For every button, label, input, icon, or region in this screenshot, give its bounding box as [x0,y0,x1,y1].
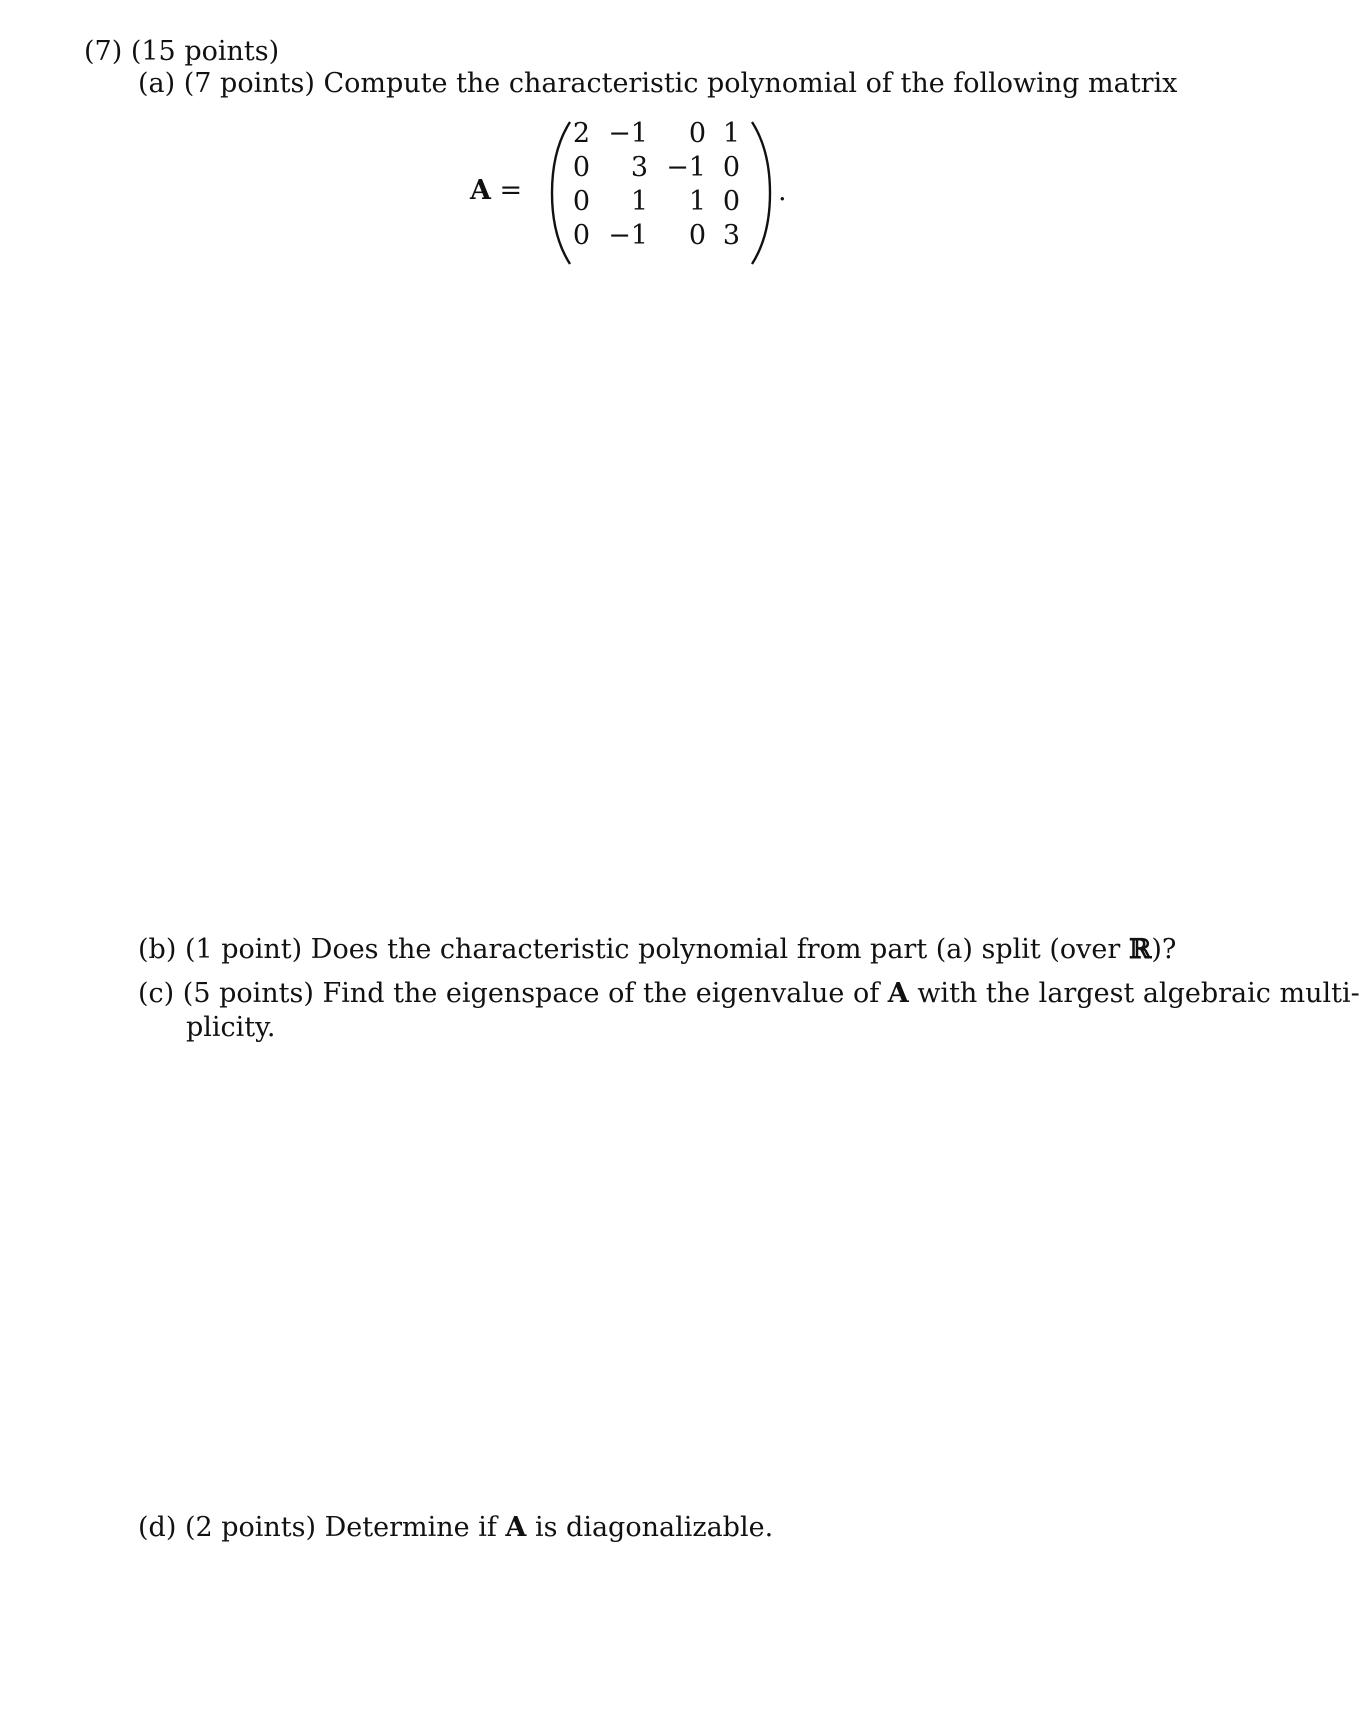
matrix-cell: 0 [722,152,740,183]
matrix-cell: 1 [722,118,740,149]
part-d-label: (d) [138,1512,177,1543]
part-a-prompt [138,68,1177,100]
matrix-cell: 3 [722,220,740,251]
matrix-cell: 0 [722,186,740,217]
matrix-cell: 0 [688,220,706,251]
part-d-prompt [138,1512,773,1544]
part-b-prompt [138,934,1176,966]
part-a-label: (a) [138,68,176,99]
equals-sign: = [499,175,523,206]
matrix-cell: −1 [608,118,648,149]
real-numbers-symbol: ℝ [1128,934,1152,965]
right-parenthesis [748,120,774,266]
matrix-cell: 0 [572,152,590,183]
part-a-text: Compute the characteristic polynomial of the following matrix [323,68,1178,99]
part-c-text [323,978,1360,1009]
matrix-equation [470,118,810,268]
matrix-ref: A [505,1512,527,1543]
part-d-text [325,1512,774,1543]
part-c-continuation: plicity. [186,1012,276,1043]
part-c-text-before: Find the eigenspace of the eigenvalue of [322,978,888,1009]
matrix-cell: 2 [572,118,590,149]
part-b-label: (b) [138,934,177,965]
matrix-cell: 0 [688,118,706,149]
problem-header [84,36,279,68]
part-b-points: (1 point) [184,934,303,965]
part-c-label: (c) [138,978,175,1009]
matrix-lhs [470,175,522,207]
part-d-text-before: Determine if [324,1512,506,1543]
matrix-cell: −1 [608,220,648,251]
problem-number: (7) [84,36,123,67]
matrix-cell: 0 [572,220,590,251]
part-a-points: (7 points) [183,68,315,99]
part-c-points: (5 points) [182,978,314,1009]
part-c-prompt [138,978,1360,1010]
part-b-text-after: )? [1151,934,1177,965]
matrix-cell: 1 [688,186,706,217]
part-d-points: (2 points) [184,1512,317,1543]
matrix-period: . [778,176,787,207]
part-b-text-before: Does the characteristic polynomial from part (a) split (over [310,934,1129,965]
part-b-text [311,934,1177,965]
matrix-cell: 0 [572,186,590,217]
matrix-cell: −1 [666,152,706,183]
part-c-text-after: with the largest algebraic multi- [908,978,1360,1009]
part-d-text-after: is diagonalizable. [526,1512,774,1543]
matrix-cell: 3 [630,152,648,183]
matrix-ref: A [887,978,909,1009]
problem-points: (15 points) [130,36,280,67]
matrix-name: A [470,175,491,206]
matrix-cell: 1 [630,186,648,217]
